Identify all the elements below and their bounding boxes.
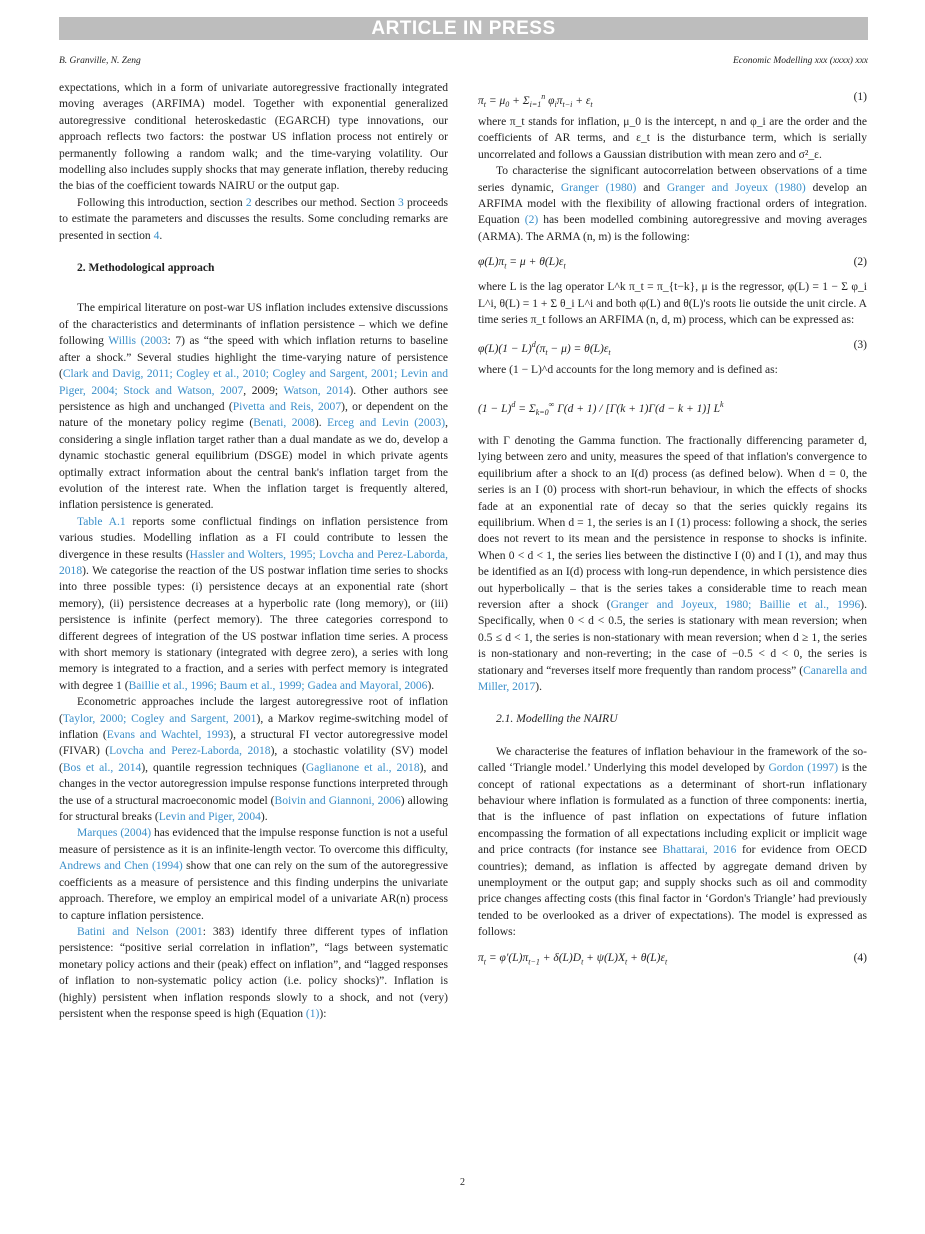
citation-link[interactable]: Taylor, 2000; Cogley and Sargent, 2001 xyxy=(62,712,257,725)
table-ref-link[interactable]: Table A.1 xyxy=(77,515,126,528)
citation-link[interactable]: Gordon (1997) xyxy=(768,762,839,775)
running-head-journal: Economic Modelling xxx (xxxx) xxx xyxy=(732,56,868,66)
paragraph: where (1 − L)^d accounts for the long memory and is defined as: xyxy=(478,364,778,377)
equation-ref-link[interactable]: (1) xyxy=(305,1007,320,1020)
citation-link[interactable]: Lovcha and Perez-Laborda, 2018 xyxy=(109,745,271,758)
paragraph: We characterise the features of inflation behaviour in the framework of the so-called ‘Triangle model.’ Underlying this model developed by Gordon (1997) is the concept of rational expectations as a determinant of short-run inflationary behaviour where inflation is formulated as a function of three components: inertia, that is the influence of past inflation on expectations of future inflation encompassing the formation of all expectations including explicit or implicit wage and price contracts (for instance see Bhattarai, 2016 for evidence from OECD countries); demand, as inflation is affected by aggregate demand driven by unemployment or the output gap; and supply shocks such as oil and commodity price changes affecting costs (this final factor in ‘Gordon's Triangle’ had previously tended to be overlooked as a driver of expectations). The model is expressed as follows: xyxy=(478,745,868,939)
citation-link[interactable]: Bos et al., 2014 xyxy=(62,761,142,774)
citation-link[interactable]: Pivetta and Reis, 2007 xyxy=(232,400,342,413)
citation-link[interactable]: Bhattarai, 2016 xyxy=(662,844,737,857)
citation-link[interactable]: Willis (2003 xyxy=(108,335,168,348)
paragraph: where L is the lag operator L^k π_t = π_{t−k}, μ is the regressor, φ(L) = 1 − Σ φ_i L^i, θ(L) = 1 + Σ θ_i L^i and both φ(L) and θ(L)'s roots lie outside the unit circle. A time series π_t follows an ARFIMA (n, d, m) process, which can be expressed as: xyxy=(478,281,867,327)
citation-link[interactable]: Levin and Piger, 2004 xyxy=(158,811,261,824)
equation-2: $\varphi(L)\pi_t = \mu + \theta(L)\varepsilon_t$ (2) xyxy=(478,256,867,271)
paragraph: Econometric approaches include the largest autoregressive root of inflation (Taylor, 2000; Cogley and Sargent, 2001), a Markov regime-switching model of inflation (Evans and Wachtel, 1993), a structural FI vector autoregressive model (FIVAR) (Lovcha and Perez-Laborda, 2018), a stochastic volatility (SV) model (Bos et al., 2014), quantile regression techniques (Gaglianone et al., 2018), and changes in the vector autoregression impulse response functions interpreted through the use of a structural macroeconomic model (Boivin and Giannoni, 2006) allowing for structural breaks (Levin and Piger, 2004). xyxy=(59,696,449,824)
right-column xyxy=(478,80,867,975)
subsection-heading: 2.1. Modelling the NAIRU xyxy=(496,713,618,726)
paragraph: Marques (2004) has evidenced that the impulse response function is not a useful measure of persistence as it is an infinite-length vector. To overcome this difficulty, Andrews and Chen (1994) show that one can rely on the sum of the autoregressive coefficients as a measure of persistence and this finding underpins the univariate approach. Therefore, we employ an empirical model of a univariate AR(n) process to capture inflation persistence. xyxy=(59,827,448,922)
paragraph: The empirical literature on post-war US inflation includes extensive discussions of the characteristics and determinants of inflation persistence – which we define following Willis (2003: 7) as “the speed with which inflation returns to baseline after a shock.” Several studies highlight the time-varying nature of persistence (Clark and Davig, 2011; Cogley et al., 2010; Cogley and Sargent, 2001; Levin and Piger, 2004; Stock and Watson, 2007, 2009; Watson, 2014). Other authors see persistence as high and unchanged (Pivetta and Reis, 2007), or dependent on the nature of the monetary policy regime (Benati, 2008). Erceg and Levin (2003), considering a single inflation target rather than a dual mandate as we do, develop a dynamic stochastic general equilibrium (DSGE) model in which private agents optimally extract information about the central bank's inflation target from the evolution of the interest rate. When the inflation target is frequently altered, inflation persistence is generated. xyxy=(59,302,448,512)
citation-link[interactable]: Clark and Davig, 2011; Cogley et al., 2010; Cogley and Sargent, 2001; Levin and Piger, 2004; Stock and Watson, 2007 xyxy=(59,368,448,397)
page-number: 2 xyxy=(460,1177,465,1188)
paragraph: where π_t stands for inflation, μ_0 is the intercept, n and φ_i are the order and the coefficients of AR terms, and ε_t is the disturbance term, which is serially uncorrelated and follows a Gaussian distribution with mean zero and σ²_ε. xyxy=(478,116,867,161)
citation-link[interactable]: Boivin and Giannoni, 2006 xyxy=(274,794,401,807)
paragraph: with Γ denoting the Gamma function. The fractionally differencing parameter d, lying between zero and unity, measures the speed of that inflation's convergence to equilibrium after a shock to an I(d) process (as defined below). When d = 0, the series is an I (0) process with short-run behaviour, in which the effects of shocks fade at an exponential rate of decay so that the series quickly regains its equilibrium. When d = 1, the series is an I (1) process: following a shock, the series does not revert to its mean and the persistence in response to shocks is infinite. When 0 < d < 1, the series lies between the distinctive I (0) and I (1), and may thus be identified as an I(d) process with long-run dependence, in which persistence dies out hyperbolically – that is the series takes a considerable time to reach mean reversion after a shock (Granger and Joyeux, 1980; Baillie et al., 1996). Specifically, when 0 < d < 0.5, the series is stationary with mean reversion; when 0.5 ≤ d < 1, the series is non-stationary with mean reversion; when d ≥ 1, the series is non-stationary and non-reverting; in the case of −0.5 < d < 0, the series is stationary and “reverses itself more frequently than random process” (Canarella and Miller, 2017). xyxy=(478,434,868,693)
citation-link[interactable]: Evans and Wachtel, 1993 xyxy=(106,729,230,742)
citation-link[interactable]: Granger and Joyeux, 1980; Baillie et al., 1996 xyxy=(610,598,861,611)
equation-number: (2) xyxy=(853,256,867,269)
paragraph: To characterise the significant autocorrelation between observations of a time series dynamic, Granger (1980) and Granger and Joyeux (1980) develop an ARFIMA model with the flexibility of allowing fractional orders of integration. Equation (2) has been modelled combining autoregressive and moving averages (ARMA). The ARMA (n, m) is the following: xyxy=(478,165,868,243)
equation-4: $\pi_t = \varphi'(L)\pi_{t-1} + \delta(L)D_t + \psi(L)X_t + \theta(L)\varepsilon_t$ (4) xyxy=(478,951,867,966)
cross-ref-link[interactable]: 2 xyxy=(245,196,252,209)
citation-link[interactable]: Watson, 2014 xyxy=(283,384,350,397)
paragraph: Batini and Nelson (2001: 383) identify three different types of inflation persistence: “positive serial correlation in inflation”, “lags between systematic monetary policy actions and their (peak) effect on inflation”, and “lagged responses of inflation to non-systematic policy action (i.e. policy shocks)”. Inflation is (highly) persistent when inflation responds slowly to a shock, and not (very) persistent when the response speed is high (Equation (1)): xyxy=(59,925,448,1020)
citation-link[interactable]: Hassler and Wolters, 1995; Lovcha and Perez-Laborda, 2018 xyxy=(59,548,449,577)
paragraph: Following this introduction, section 2 describes our method. Section 3 proceeds to estimate the parameters and discusses the results. Some concluding remarks are presented in section 4. xyxy=(59,196,448,242)
equation-ref-link[interactable]: (2) xyxy=(524,214,539,227)
citation-link[interactable]: Gaglianone et al., 2018 xyxy=(305,761,420,774)
article-in-press-banner: ARTICLE IN PRESS xyxy=(59,17,868,40)
equation-1: $\pi_t = \mu_0 + \Sigma_{i=1}^n$ $\varphi_i\pi_{t-i} + \varepsilon_t$ (1) xyxy=(478,91,867,110)
equation-number: (1) xyxy=(853,91,867,103)
citation-link[interactable]: Baillie et al., 1996; Baum et al., 1999; Gadea and Mayoral, 2006 xyxy=(128,679,428,692)
equation-number: (4) xyxy=(853,951,867,964)
equation-3: $\varphi(L)(1 - L)^d(\pi_t - \mu) = \theta(L)\varepsilon_t$ (3) xyxy=(478,339,867,358)
paragraph: expectations, which in a form of univariate autoregressive fractionally integrated moving averages (ARFIMA) model. Together with exponential generalized autoregressive conditional heteroskedastic (EGARCH) type innovations, our approach reflects two factors: the postwar US inflation process not entirely or permanently following a random walk; and the time-varying volatility. Our modelling also includes supply shocks that may generate inflation, thereby reducing the bias of the coefficient towards NAIRU or the output gap. xyxy=(59,82,448,193)
citation-link[interactable]: Batini and Nelson (2001 xyxy=(77,925,203,938)
citation-link[interactable]: Granger and Joyeux (1980) xyxy=(666,181,806,194)
equation-gamma-expansion: $(1 - L)^d = \Sigma_{k=0}^\infty$ Γ(d + 1) / [Γ(k + 1)Γ(d − k + 1)] $L^k$ xyxy=(478,399,724,417)
running-head-authors: B. Granville, N. Zeng xyxy=(59,56,141,66)
cross-ref-link[interactable]: 4 xyxy=(153,229,160,242)
left-column xyxy=(59,80,448,1022)
paragraph: Table A.1 reports some conflictual findings on inflation persistence from various studies. Modelling inflation as a FI could contribute to lessen the divergence in these results (Hassler and Wolters, 1995; Lovcha and Perez-Laborda, 2018). We categorise the reaction of the US postwar inflation time series to shocks into three possible types: (i) persistence decays at an exponential rate (short memory), (ii) persistence decreases at a hyperbolic rate (long memory), or (iii) persistence is infinite (perfect memory). The three categories correspond to different degrees of integration of the US postwar inflation time series. A process with short memory is stationary (integrated with degree zero), a series with long memory is integrated to a fraction, and a series with perfect memory is integrated with degree 1 (Baillie et al., 1996; Baum et al., 1999; Gadea and Mayoral, 2006). xyxy=(59,515,449,692)
citation-link[interactable]: Benati, 2008 xyxy=(253,417,315,430)
citation-link[interactable]: Erceg and Levin (2003) xyxy=(327,417,446,430)
citation-link[interactable]: Marques (2004) xyxy=(77,827,152,840)
citation-link[interactable]: Andrews and Chen (1994) xyxy=(59,860,183,873)
section-heading: 2. Methodological approach xyxy=(77,262,215,275)
equation-number: (3) xyxy=(853,339,867,352)
citation-link[interactable]: Granger (1980) xyxy=(560,181,637,194)
citation-link[interactable]: Canarella and Miller, 2017 xyxy=(478,664,868,693)
cross-ref-link[interactable]: 3 xyxy=(398,196,404,209)
